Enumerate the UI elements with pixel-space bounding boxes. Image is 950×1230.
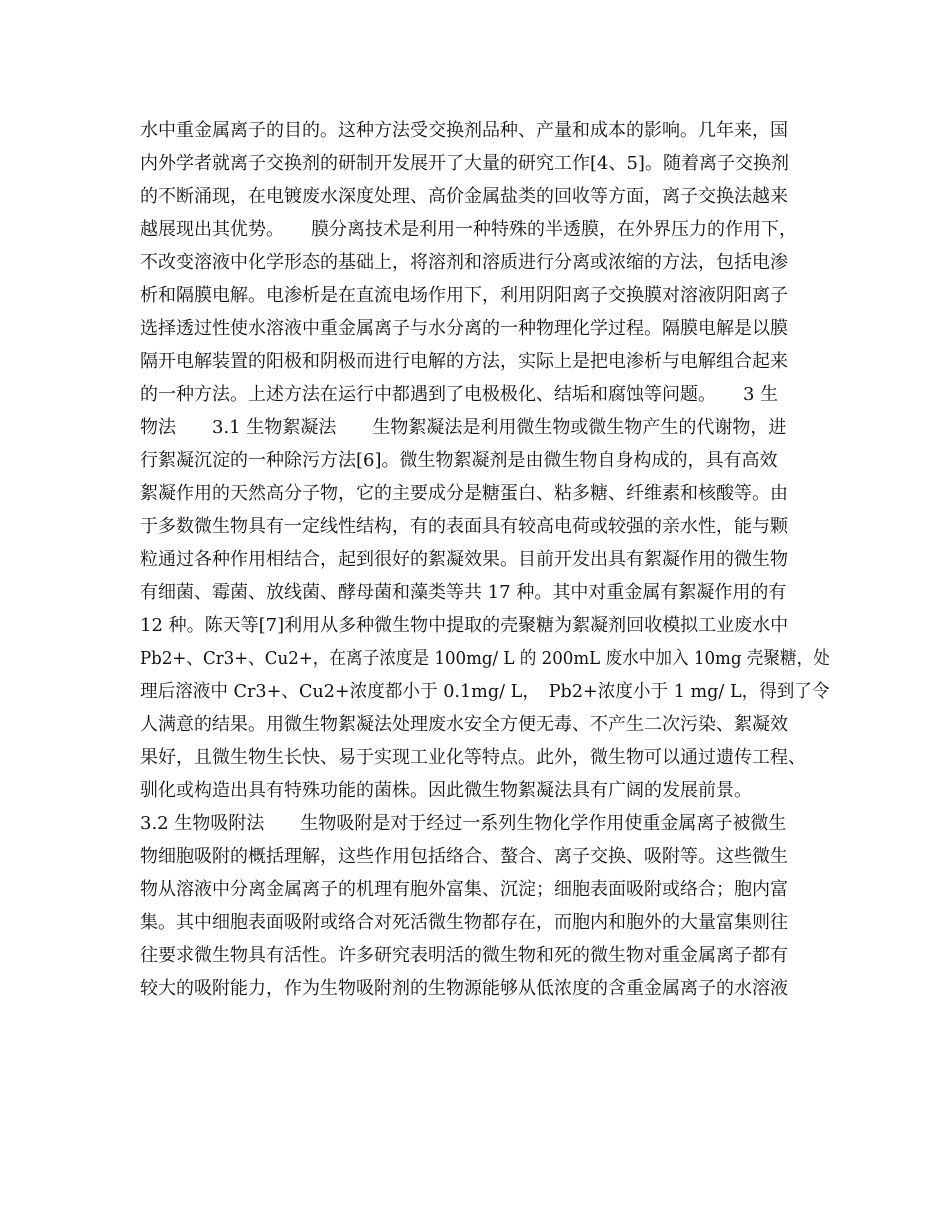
text-line: 的一种方法。上述方法在运行中都遇到了电极极化、结垢和腐蚀等问题。 3 生 [140, 384, 779, 405]
text-line: 隔开电解装置的阳极和阴极而进行电解的方法，实际上是把电渗析与电解组合起来 [140, 351, 788, 372]
text-line: 的不断涌现，在电镀废水深度处理、高价金属盐类的回收等方面，离子交换法越来 [140, 186, 788, 207]
text-line: Pb2+、Cr3+、Cu2+，在离子浓度是 100mg/ L 的 200mL 废水中加入 10mg 壳聚糖，处 [140, 648, 830, 669]
text-line: 驯化或构造出具有特殊功能的菌株。因此微生物絮凝法具有广阔的发展前景。 [140, 780, 752, 801]
text-line: 理后溶液中 Cr3+、Cu2+浓度都小于 0.1mg/ L， Pb2+浓度小于 1 mg/ L，得到了令 [140, 681, 830, 702]
text-line: 选择透过性使水溶液中重金属离子与水分离的一种物理化学过程。隔膜电解是以膜 [140, 318, 788, 339]
text-line: 果好，且微生物生长快、易于实现工业化等特点。此外，微生物可以通过遗传工程、 [140, 747, 806, 768]
text-line: 物细胞吸附的概括理解，这些作用包括络合、螯合、离子交换、吸附等。这些微生 [140, 846, 788, 867]
text-line: 越展现出其优势。 膜分离技术是利用一种特殊的半透膜，在外界压力的作用下， [140, 219, 797, 240]
text-line: 粒通过各种作用相结合，起到很好的絮凝效果。目前开发出具有絮凝作用的微生物 [140, 549, 788, 570]
text-line: 集。其中细胞表面吸附或络合对死活微生物都存在，而胞内和胞外的大量富集则往 [140, 912, 788, 933]
text-line: 物法 3.1 生物絮凝法 生物絮凝法是利用微生物或微生物产生的代谢物，进 [140, 417, 787, 438]
text-line: 12 种。陈天等[7]利用从多种微生物中提取的壳聚糖为絮凝剂回收模拟工业废水中 [140, 615, 789, 636]
text-line: 絮凝作用的天然高分子物，它的主要成分是糖蛋白、粘多糖、纤维素和核酸等。由 [140, 483, 788, 504]
text-line: 往要求微生物具有活性。许多研究表明活的微生物和死的微生物对重金属离子都有 [140, 945, 788, 966]
text-line: 不改变溶液中化学形态的基础上，将溶剂和溶质进行分离或浓缩的方法，包括电渗 [140, 252, 788, 273]
text-line: 3.2 生物吸附法 生物吸附是对于经过一系列生物化学作用使重金属离子被微生 [140, 813, 787, 834]
text-line: 有细菌、霉菌、放线菌、酵母菌和藻类等共 17 种。其中对重金属有絮凝作用的有 [140, 582, 787, 603]
text-line: 物从溶液中分离金属离子的机理有胞外富集、沉淀；细胞表面吸附或络合；胞内富 [140, 879, 788, 900]
text-line: 内外学者就离子交换剂的研制开发展开了大量的研究工作[4、5]。随着离子交换剂 [140, 153, 789, 174]
text-line: 于多数微生物具有一定线性结构，有的表面具有较高电荷或较强的亲水性，能与颗 [140, 516, 788, 537]
text-line: 较大的吸附能力，作为生物吸附剂的生物源能够从低浓度的含重金属离子的水溶液 [140, 978, 788, 999]
text-line: 水中重金属离子的目的。这种方法受交换剂品种、产量和成本的影响。几年来，国 [140, 120, 788, 141]
body-text [140, 114, 830, 1005]
text-line: 行絮凝沉淀的一种除污方法[6]。微生物絮凝剂是由微生物自身构成的，具有高效 [140, 450, 778, 471]
text-line: 人满意的结果。用微生物絮凝法处理废水安全方便无毒、不产生二次污染、絮凝效 [140, 714, 788, 735]
text-line: 析和隔膜电解。电渗析是在直流电场作用下，利用阴阳离子交换膜对溶液阴阳离子 [140, 285, 788, 306]
